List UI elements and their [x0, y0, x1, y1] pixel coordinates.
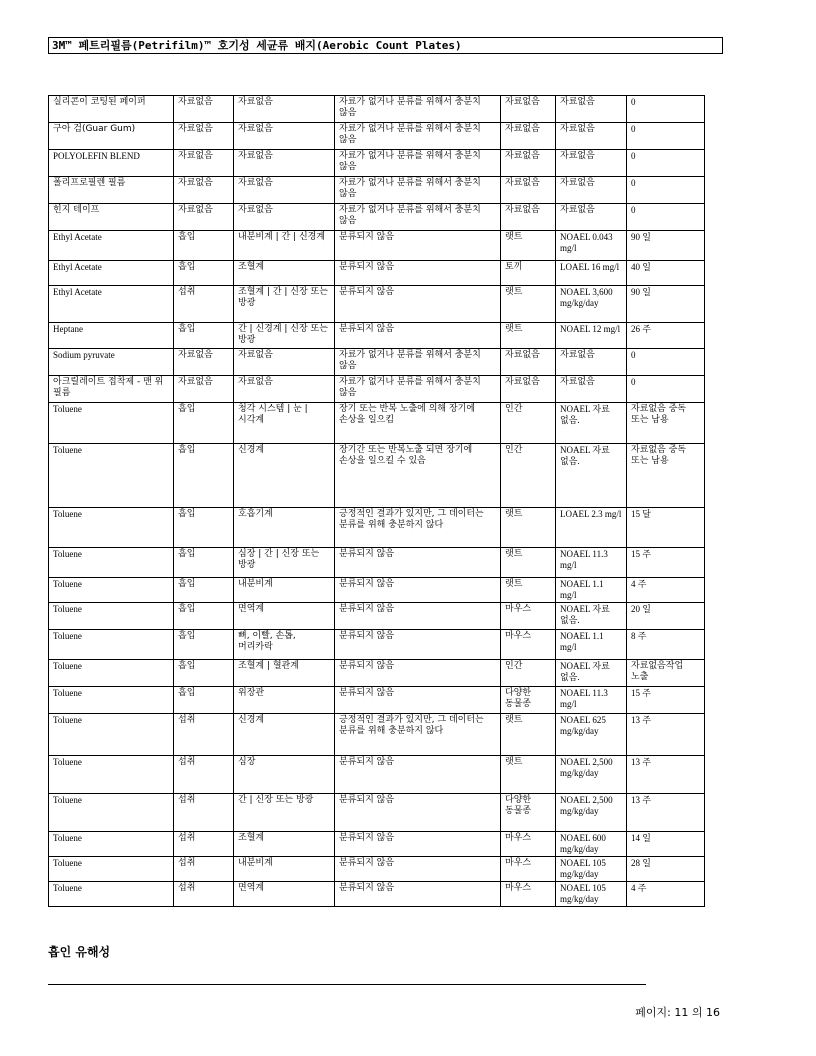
cell-route: 자료없음 — [174, 376, 234, 403]
cell-route: 흡입 — [174, 630, 234, 660]
cell-test-result: 자료없음 — [556, 177, 627, 204]
cell-route: 섭취 — [174, 794, 234, 832]
cell-test-result: NOAEL 105 mg/kg/day — [556, 882, 627, 907]
table-row — [49, 403, 705, 444]
cell-species: 자료없음 — [501, 349, 556, 376]
cell-component: Heptane — [49, 323, 174, 349]
cell-target-organ: 자료없음 — [234, 123, 335, 150]
cell-test-result: 자료없음 — [556, 376, 627, 403]
cell-classification: 자료가 없거나 분류를 위해서 충분치 않음 — [335, 349, 501, 376]
cell-route: 자료없음 — [174, 96, 234, 123]
cell-classification: 장기간 또는 반복노출 되면 장기에 손상을 일으킬 수 있음 — [335, 444, 501, 508]
cell-target-organ: 심장 | 간 | 신장 또는 방광 — [234, 548, 335, 578]
cell-route: 흡입 — [174, 578, 234, 603]
cell-species: 자료없음 — [501, 376, 556, 403]
cell-test-result: LOAEL 16 mg/l — [556, 261, 627, 286]
cell-classification: 자료가 없거나 분류를 위해서 충분치 않음 — [335, 96, 501, 123]
cell-target-organ: 심장 — [234, 756, 335, 794]
cell-species: 랫트 — [501, 578, 556, 603]
cell-component: Toluene — [49, 857, 174, 882]
cell-exposure-duration: 28 일 — [627, 857, 705, 882]
cell-route: 섭취 — [174, 756, 234, 794]
cell-exposure-duration: 40 일 — [627, 261, 705, 286]
cell-species: 인간 — [501, 403, 556, 444]
cell-component: Ethyl Acetate — [49, 261, 174, 286]
cell-route: 섭취 — [174, 882, 234, 907]
table-row — [49, 349, 705, 376]
cell-component: Toluene — [49, 832, 174, 857]
cell-test-result: 자료없음 — [556, 204, 627, 231]
cell-route: 흡입 — [174, 323, 234, 349]
cell-species: 랫트 — [501, 714, 556, 756]
table-row — [49, 714, 705, 756]
cell-species: 랫트 — [501, 323, 556, 349]
cell-species: 자료없음 — [501, 204, 556, 231]
cell-exposure-duration: 자료없음 중독 또는 남용 — [627, 444, 705, 508]
cell-exposure-duration: 15 주 — [627, 548, 705, 578]
cell-route: 흡입 — [174, 687, 234, 714]
cell-route: 흡입 — [174, 444, 234, 508]
cell-target-organ: 조혈계 — [234, 832, 335, 857]
cell-exposure-duration: 20 일 — [627, 603, 705, 630]
cell-route: 섭취 — [174, 832, 234, 857]
cell-test-result: NOAEL 11.3 mg/l — [556, 687, 627, 714]
cell-test-result: LOAEL 2.3 mg/l — [556, 508, 627, 548]
cell-component: 실리콘이 코팅된 페이퍼 — [49, 96, 174, 123]
cell-component: Toluene — [49, 444, 174, 508]
cell-test-result: NOAEL 625 mg/kg/day — [556, 714, 627, 756]
cell-exposure-duration: 0 — [627, 204, 705, 231]
cell-route: 흡입 — [174, 603, 234, 630]
cell-classification: 분류되지 않음 — [335, 630, 501, 660]
cell-target-organ: 자료없음 — [234, 349, 335, 376]
cell-target-organ: 내분비계 — [234, 857, 335, 882]
cell-species: 랫트 — [501, 508, 556, 548]
cell-target-organ: 조혈계 — [234, 261, 335, 286]
cell-component: Toluene — [49, 403, 174, 444]
cell-component: Toluene — [49, 794, 174, 832]
cell-species: 랫트 — [501, 286, 556, 323]
cell-target-organ: 호흡기계 — [234, 508, 335, 548]
cell-component: Toluene — [49, 882, 174, 907]
table-row — [49, 660, 705, 687]
cell-species: 자료없음 — [501, 177, 556, 204]
cell-exposure-duration: 14 일 — [627, 832, 705, 857]
cell-test-result: NOAEL 105 mg/kg/day — [556, 857, 627, 882]
section-title-aspiration-hazard: 흡인 유해성 — [48, 945, 111, 959]
cell-species: 토끼 — [501, 261, 556, 286]
cell-route: 섭취 — [174, 286, 234, 323]
table-row — [49, 687, 705, 714]
cell-exposure-duration: 0 — [627, 177, 705, 204]
cell-route: 흡입 — [174, 231, 234, 261]
divider — [48, 984, 646, 985]
cell-species: 자료없음 — [501, 123, 556, 150]
cell-exposure-duration: 4 주 — [627, 882, 705, 907]
cell-classification: 분류되지 않음 — [335, 603, 501, 630]
table-row — [49, 323, 705, 349]
cell-component: Sodium pyruvate — [49, 349, 174, 376]
table-row — [49, 286, 705, 323]
cell-exposure-duration: 15 달 — [627, 508, 705, 548]
table-row — [49, 150, 705, 177]
cell-target-organ: 면역계 — [234, 603, 335, 630]
cell-species: 마우스 — [501, 832, 556, 857]
cell-species: 다양한 동물종 — [501, 794, 556, 832]
table-row — [49, 261, 705, 286]
cell-test-result: 자료없음 — [556, 150, 627, 177]
cell-exposure-duration: 자료없음 중독 또는 남용 — [627, 403, 705, 444]
cell-component: Toluene — [49, 714, 174, 756]
cell-target-organ: 위장관 — [234, 687, 335, 714]
table-row — [49, 832, 705, 857]
cell-exposure-duration: 90 일 — [627, 286, 705, 323]
cell-classification: 분류되지 않음 — [335, 286, 501, 323]
cell-classification: 자료가 없거나 분류를 위해서 충분치 않음 — [335, 123, 501, 150]
cell-test-result: NOAEL 1.1 mg/l — [556, 630, 627, 660]
cell-target-organ: 간 | 신장 또는 방광 — [234, 794, 335, 832]
cell-component: Toluene — [49, 578, 174, 603]
table-row — [49, 204, 705, 231]
cell-target-organ: 자료없음 — [234, 177, 335, 204]
cell-component: Toluene — [49, 660, 174, 687]
cell-exposure-duration: 0 — [627, 349, 705, 376]
cell-component: 아크릴레이트 접착제 - 맨 위 필름 — [49, 376, 174, 403]
cell-classification: 분류되지 않음 — [335, 660, 501, 687]
cell-exposure-duration: 13 주 — [627, 794, 705, 832]
cell-classification: 자료가 없거나 분류를 위해서 충분치 않음 — [335, 177, 501, 204]
table-row — [49, 603, 705, 630]
cell-route: 자료없음 — [174, 123, 234, 150]
cell-target-organ: 신경계 — [234, 444, 335, 508]
cell-classification: 자료가 없거나 분류를 위해서 충분치 않음 — [335, 376, 501, 403]
cell-exposure-duration: 13 주 — [627, 714, 705, 756]
cell-route: 흡입 — [174, 548, 234, 578]
cell-species: 자료없음 — [501, 150, 556, 177]
table-row — [49, 123, 705, 150]
cell-target-organ: 청각 시스템 | 눈 | 시각계 — [234, 403, 335, 444]
table-row — [49, 231, 705, 261]
cell-exposure-duration: 15 주 — [627, 687, 705, 714]
cell-route: 흡입 — [174, 660, 234, 687]
cell-route: 자료없음 — [174, 177, 234, 204]
page-number: 페이지: 11 의 16 — [635, 1006, 720, 1019]
cell-exposure-duration: 8 주 — [627, 630, 705, 660]
cell-component: Toluene — [49, 548, 174, 578]
table-body — [49, 96, 705, 907]
cell-test-result: NOAEL 2,500 mg/kg/day — [556, 756, 627, 794]
table-row — [49, 578, 705, 603]
cell-classification: 긍정적인 결과가 있지만, 그 데이터는 분류를 위해 충분하지 않다 — [335, 714, 501, 756]
cell-classification: 장기 또는 반복 노출에 의해 장기에 손상을 일으킴 — [335, 403, 501, 444]
cell-classification: 분류되지 않음 — [335, 687, 501, 714]
cell-classification: 분류되지 않음 — [335, 832, 501, 857]
cell-species: 랫트 — [501, 231, 556, 261]
cell-test-result: NOAEL 2,500 mg/kg/day — [556, 794, 627, 832]
cell-test-result: 자료없음 — [556, 123, 627, 150]
table-row — [49, 630, 705, 660]
cell-test-result: NOAEL 자료 없음. — [556, 444, 627, 508]
cell-target-organ: 내분비계 — [234, 578, 335, 603]
table-row — [49, 444, 705, 508]
cell-test-result: 자료없음 — [556, 96, 627, 123]
cell-exposure-duration: 13 주 — [627, 756, 705, 794]
cell-target-organ: 조혈계 | 간 | 신장 또는 방광 — [234, 286, 335, 323]
table-row — [49, 96, 705, 123]
cell-exposure-duration: 0 — [627, 123, 705, 150]
cell-exposure-duration: 0 — [627, 150, 705, 177]
table-row — [49, 882, 705, 907]
cell-component: Toluene — [49, 756, 174, 794]
table-row — [49, 794, 705, 832]
cell-target-organ: 면역계 — [234, 882, 335, 907]
cell-target-organ: 조혈계 | 혈관계 — [234, 660, 335, 687]
cell-route: 자료없음 — [174, 349, 234, 376]
cell-species: 다양한 동물종 — [501, 687, 556, 714]
cell-target-organ: 내분비계 | 간 | 신경계 — [234, 231, 335, 261]
table-row — [49, 177, 705, 204]
cell-species: 랫트 — [501, 548, 556, 578]
cell-route: 흡입 — [174, 261, 234, 286]
cell-species: 인간 — [501, 660, 556, 687]
cell-component: Toluene — [49, 687, 174, 714]
cell-test-result: 자료없음 — [556, 349, 627, 376]
cell-route: 자료없음 — [174, 150, 234, 177]
cell-component: 구아 검(Guar Gum) — [49, 123, 174, 150]
cell-exposure-duration: 자료없음작업 노출 — [627, 660, 705, 687]
document-title: 3M™ 페트리필름(Petrifilm)™ 호기성 세균류 배지(Aerobic Count Plates) — [48, 37, 723, 54]
table-row — [49, 508, 705, 548]
cell-species: 마우스 — [501, 882, 556, 907]
cell-species: 마우스 — [501, 603, 556, 630]
cell-component: Toluene — [49, 630, 174, 660]
cell-exposure-duration: 26 주 — [627, 323, 705, 349]
cell-species: 랫트 — [501, 756, 556, 794]
cell-exposure-duration: 4 주 — [627, 578, 705, 603]
cell-test-result: NOAEL 600 mg/kg/day — [556, 832, 627, 857]
cell-test-result: NOAEL 자료 없음. — [556, 660, 627, 687]
cell-component: 폴리프로필렌 필름 — [49, 177, 174, 204]
cell-test-result: NOAEL 11.3 mg/l — [556, 548, 627, 578]
cell-target-organ: 신경계 — [234, 714, 335, 756]
cell-exposure-duration: 0 — [627, 376, 705, 403]
cell-classification: 분류되지 않음 — [335, 882, 501, 907]
cell-route: 흡입 — [174, 403, 234, 444]
cell-classification: 분류되지 않음 — [335, 578, 501, 603]
cell-exposure-duration: 90 일 — [627, 231, 705, 261]
cell-classification: 긍정적인 결과가 있지만, 그 데이터는 분류를 위해 충분하지 않다 — [335, 508, 501, 548]
cell-target-organ: 간 | 신경계 | 신장 또는 방광 — [234, 323, 335, 349]
cell-species: 마우스 — [501, 630, 556, 660]
cell-target-organ: 자료없음 — [234, 204, 335, 231]
cell-test-result: NOAEL 12 mg/l — [556, 323, 627, 349]
table-row — [49, 857, 705, 882]
cell-species: 자료없음 — [501, 96, 556, 123]
cell-target-organ: 자료없음 — [234, 376, 335, 403]
cell-target-organ: 뼈, 이빨, 손톱, 머리카락 — [234, 630, 335, 660]
cell-component: POLYOLEFIN BLEND — [49, 150, 174, 177]
cell-route: 흡입 — [174, 508, 234, 548]
cell-route: 섭취 — [174, 857, 234, 882]
cell-route: 섭취 — [174, 714, 234, 756]
cell-classification: 분류되지 않음 — [335, 231, 501, 261]
cell-test-result: NOAEL 자료 없음. — [556, 403, 627, 444]
cell-component: Ethyl Acetate — [49, 286, 174, 323]
cell-classification: 분류되지 않음 — [335, 261, 501, 286]
table-row — [49, 756, 705, 794]
cell-test-result: NOAEL 0.043 mg/l — [556, 231, 627, 261]
cell-component: Toluene — [49, 508, 174, 548]
cell-classification: 분류되지 않음 — [335, 323, 501, 349]
cell-exposure-duration: 0 — [627, 96, 705, 123]
cell-classification: 분류되지 않음 — [335, 794, 501, 832]
cell-component: Ethyl Acetate — [49, 231, 174, 261]
target-organ-toxicity-table — [48, 95, 705, 907]
cell-classification: 자료가 없거나 분류를 위해서 충분치 않음 — [335, 204, 501, 231]
cell-species: 마우스 — [501, 857, 556, 882]
cell-classification: 자료가 없거나 분류를 위해서 충분치 않음 — [335, 150, 501, 177]
cell-component: Toluene — [49, 603, 174, 630]
cell-test-result: NOAEL 자료 없음. — [556, 603, 627, 630]
cell-test-result: NOAEL 1.1 mg/l — [556, 578, 627, 603]
cell-classification: 분류되지 않음 — [335, 756, 501, 794]
cell-target-organ: 자료없음 — [234, 96, 335, 123]
table-row — [49, 376, 705, 403]
table-row — [49, 548, 705, 578]
cell-target-organ: 자료없음 — [234, 150, 335, 177]
cell-species: 인간 — [501, 444, 556, 508]
cell-classification: 분류되지 않음 — [335, 857, 501, 882]
cell-component: 힌지 테이프 — [49, 204, 174, 231]
cell-test-result: NOAEL 3,600 mg/kg/day — [556, 286, 627, 323]
cell-classification: 분류되지 않음 — [335, 548, 501, 578]
cell-route: 자료없음 — [174, 204, 234, 231]
